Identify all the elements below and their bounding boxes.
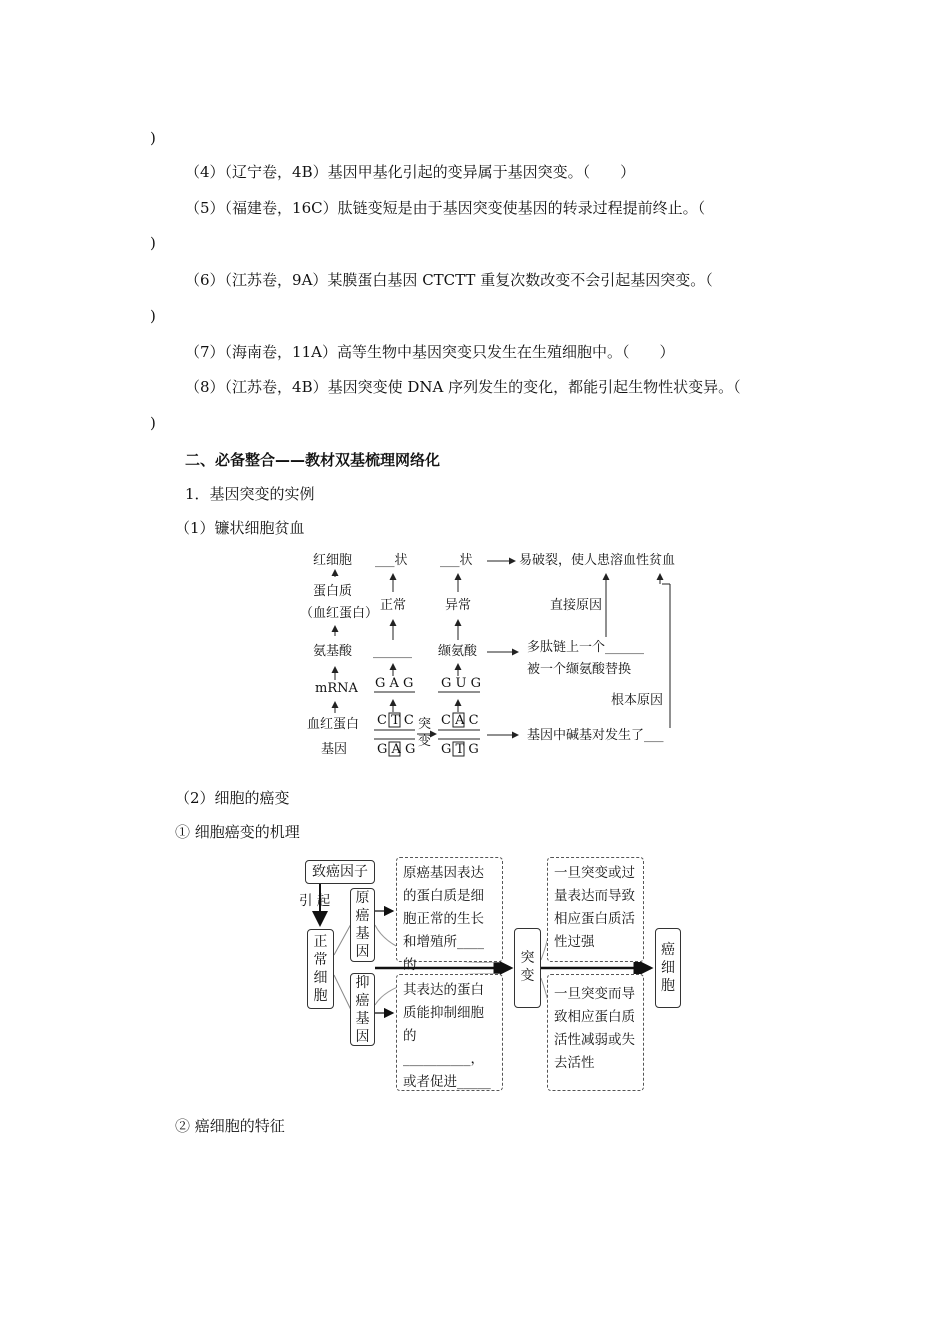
normal-amino-acid: ______ [373,644,412,659]
normal-cell-box [307,929,334,1009]
sickle-result: 易破裂，使人患溶血性贫血 [519,553,676,568]
suppressor-desc-2: __________， [403,1051,484,1067]
subsection-1-2-b: ② 癌细胞的特征 [175,1117,285,1135]
section-heading: 二、必备整合——教材双基梳理网络化 [185,451,441,469]
mutant-shape: ___状 [440,553,473,568]
suppressor-desc-box [396,974,503,1091]
label-hemoglobin: （血红蛋白） [300,606,379,621]
label-red-cell: 红细胞 [313,553,353,568]
proto-desc: 原癌基因表达的蛋白质是细胞正常的生长和增殖所____的 [403,865,484,973]
aa-change-1: 多肽链上一个______ [527,640,645,655]
cause-label: 引 起 [299,893,331,909]
suppressor-desc-3: 或者促进_____ [403,1074,491,1090]
question-8: （8）（江苏卷，4B）基因突变使 DNA 序列发生的变化，都能引起生物性状变异。（ [185,378,741,396]
mutant-protein: 异常 [445,598,472,613]
root-cause: 根本原因 [611,693,664,708]
gene-change: 基因中碱基对发生了___ [527,728,664,743]
q3-tail: ) [150,129,156,147]
label-protein: 蛋白质 [313,584,353,599]
mutant-dna-bottom: G T G [441,742,479,757]
normal-dna-top: C T C [377,713,414,728]
question-7: （7）（海南卷，11A）高等生物中基因突变只发生在生殖细胞中。（ ） [185,343,675,361]
carcinogen-label: 致癌因子 [312,864,368,880]
mutant-dna-top: C A C [441,713,479,728]
q6-tail: ) [150,307,156,325]
q8-tail: ) [150,414,156,432]
subsection-1-2-a: ① 细胞癌变的机理 [175,823,300,841]
label-hb-gene-1: 血红蛋白 [307,717,360,732]
proto-effect-box [547,857,644,962]
mutation-label: 突变 [418,717,432,749]
direct-cause: 直接原因 [550,598,603,613]
suppressor-desc [397,975,502,1098]
mutant-amino-acid: 缬氨酸 [438,644,478,659]
tumor-suppressor-box [350,973,375,1046]
proto-desc-box [396,857,503,973]
suppressor-effect: 一旦突变而导致相应蛋白质活性减弱或失去活性 [554,986,635,1071]
normal-mrna: G A G [375,676,414,691]
q5-tail: ) [150,234,156,252]
mutation-box [514,928,541,1008]
carcinogen-box [305,860,375,884]
aa-change-2: 被一个缬氨酸替换 [527,662,632,677]
suppressor-effect-box [547,974,644,1091]
normal-shape: ___状 [375,553,408,568]
label-hb-gene-2: 基因 [321,742,348,757]
question-6: （6）（江苏卷，9A）某膜蛋白基因 CTCTT 重复次数改变不会引起基因突变。（ [185,271,713,289]
proto-oncogene-label: 原癌基因 [355,890,370,960]
cancer-cell-label: 癌细胞 [661,942,675,994]
mutation-label-2: 突变 [520,950,535,984]
suppressor-desc-1: 其表达的蛋白质能抑制细胞的 [403,982,484,1044]
proto-effect: 一旦突变或过量表达而导致相应蛋白质活性过强 [554,865,635,950]
question-5: （5）（福建卷，16C）肽链变短是由于基因突变使基因的转录过程提前终止。（ [185,199,706,217]
label-amino-acid: 氨基酸 [313,644,353,659]
mutant-mrna: G U G [441,676,481,691]
subsection-1: 1．基因突变的实例 [185,485,315,503]
normal-dna-bottom: G A G [377,742,416,757]
subsection-1-2: （2）细胞的癌变 [175,789,290,807]
tumor-suppressor-label: 抑癌基因 [355,975,370,1045]
question-4: （4）（辽宁卷，4B）基因甲基化引起的变异属于基因突变。（ ） [185,163,636,181]
proto-oncogene-box [350,888,375,962]
normal-cell-label: 正常细胞 [313,934,328,1004]
normal-protein: 正常 [380,598,407,613]
cancer-cell-box [655,928,681,1008]
label-mrna: mRNA [315,681,358,696]
subsection-1-1: （1）镰状细胞贫血 [175,519,305,537]
